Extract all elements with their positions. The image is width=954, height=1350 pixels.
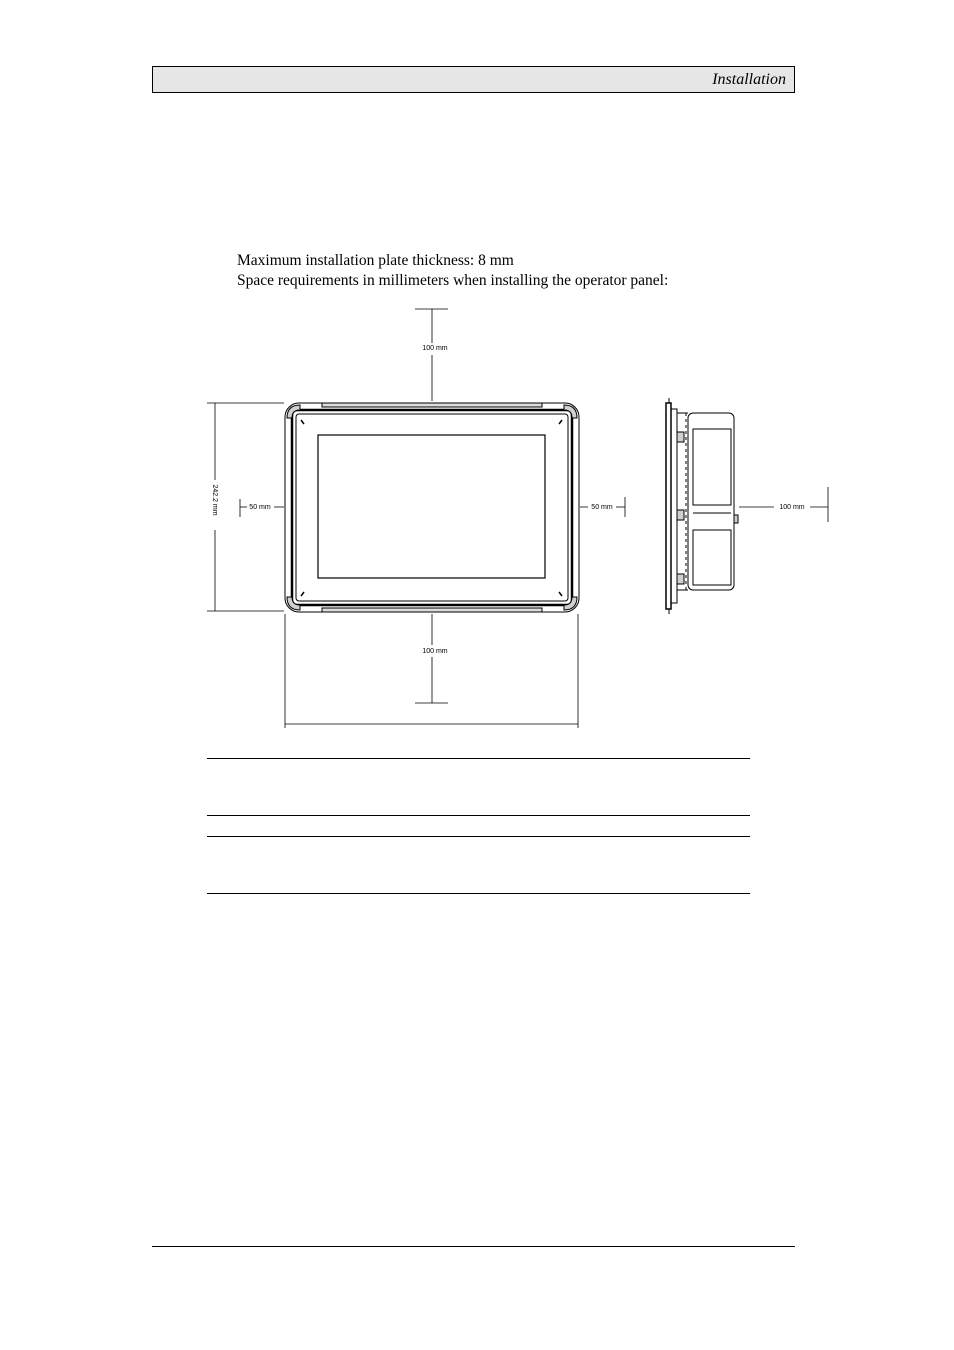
panel-screen <box>318 435 545 578</box>
note-box-2-bottom-rule <box>207 893 750 894</box>
side-upper-box <box>693 429 731 505</box>
side-front-plate <box>666 403 671 609</box>
panel-bezel <box>292 410 572 605</box>
section-title: Installation <box>712 71 786 88</box>
bottom-clearance-label: 100 mm <box>422 648 448 655</box>
top-slot <box>322 403 542 407</box>
bottom-slot <box>322 608 542 612</box>
side-view <box>666 398 738 614</box>
side-clip <box>677 510 684 520</box>
side-clip <box>677 432 684 442</box>
space-requirements-text: Space requirements in millimeters when installing the operator panel: <box>237 272 669 289</box>
side-clip <box>677 574 684 584</box>
footer-rule <box>152 1246 795 1247</box>
top-clearance-label: 100 mm <box>422 345 448 352</box>
panel-inner-edge <box>296 414 568 601</box>
screw-mark <box>559 592 562 596</box>
screw-mark <box>559 420 562 424</box>
plate-thickness-text: Maximum installation plate thickness: 8 mm <box>237 252 514 269</box>
note-box-1-top-rule <box>207 758 750 759</box>
rear-clearance-label: 100 mm <box>779 504 805 511</box>
side-body <box>688 413 734 590</box>
front-view <box>285 403 579 612</box>
side-lower-box <box>693 530 731 585</box>
right-clearance-label: 50 mm <box>591 504 613 511</box>
note-box-2-top-rule <box>207 836 750 837</box>
side-bezel <box>671 409 677 603</box>
screw-mark <box>301 420 304 424</box>
note-box-1-bottom-rule <box>207 815 750 816</box>
side-connector <box>734 515 738 523</box>
panel-outer-frame <box>285 403 579 612</box>
screw-mark <box>301 592 304 596</box>
height-dimension-label: 242.2 mm <box>211 484 218 516</box>
left-clearance-label: 50 mm <box>249 504 271 511</box>
